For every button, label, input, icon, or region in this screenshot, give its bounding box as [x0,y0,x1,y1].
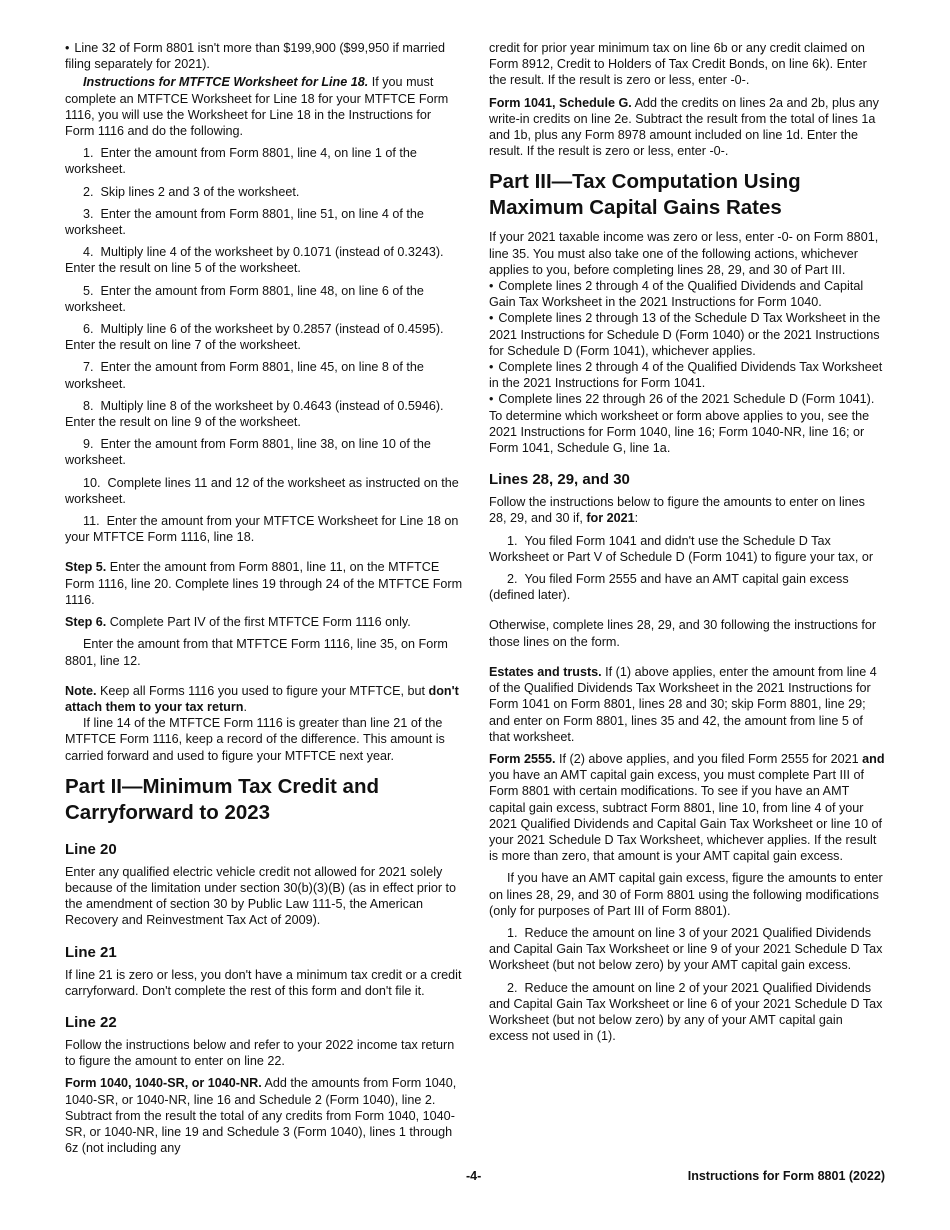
modification-2: 2. Reduce the amount on line 2 of your 2021 Qualified Dividends and Capital Gain Tax Worksheet or line 6 of your 2021 Schedule D Tax Worksheet (but not below zero) by any of your AMT capital gain excess not used in (1). [489,980,883,1044]
form-1040-text: Add the amounts from Form 1040, 1040-SR, or 1040-NR, line 16 and Schedule 2 (Form 1040), line 2. Subtract from the result the total of any credits from Form 1040, 1040-SR, or 1040-NR, line 19 and Schedule 3 (Form 1040), lines 1 through 6z (not including any [65,1076,457,1156]
for-2021-bold: for 2021 [586,511,635,526]
schedule-g-lead: Form 1041, Schedule G. [489,95,632,110]
line-20-heading: Line 20 [65,840,117,858]
line-21-heading: Line 21 [65,943,117,961]
condition-2: 2. You filed Form 2555 and have an AMT capital gain excess (defined later). [489,572,849,603]
determine-paragraph: To determine which worksheet or form above applies to you, see the 2021 Instructions for Form 1040, line 16; Form 1040-NR, line 16; or Form 1041, Schedule G, line 1a. [489,408,870,456]
otherwise-paragraph: Otherwise, complete lines 28, 29, and 30 following the instructions for those lines on the form. [489,618,877,649]
step-5-text: Enter the amount from Form 8801, line 11, on the MTFTCE Form 1116, line 20. Complete lines 19 through 24 of the MTFTCE Form 1116. [65,560,463,607]
step-5-lead: Step 5. [65,560,107,575]
worksheet-step-8: 8. Multiply line 8 of the worksheet by 0.4643 (instead of 0.5946). Enter the result on line 9 of the worksheet. [65,398,444,430]
line-21-text: If line 21 is zero or less, you don't have a minimum tax credit or a credit carryforward. Don't complete the rest of this form and don't file it. [65,967,462,998]
form-2555-paragraph: Form 2555. If (2) above applies, and you filed Form 2555 for 2021 and you have an AMT capital gain excess, you must complete Part III of Form 8801 with certain modifications. To see if you have an AMT capital gain excess, subtract Form 8801, line 10, from line 4 of your 2021 Qualified Dividends and Capital Gain Tax Worksheet or line 10 of your 2021 Schedule D Tax Worksheet, whichever applies. If the result is more than zero, that amount is your AMT capital gain excess. [489,751,885,864]
step-6-lead: Step 6. [65,615,107,630]
modification-1: 1. Reduce the amount on line 3 of your 2021 Qualified Dividends and Capital Gain Tax Worksheet or line 9 of your 2021 Schedule D Tax Worksheet (but not below zero) by your AMT capital gain excess. [489,925,883,973]
worksheet-step-4: 4. Multiply line 4 of the worksheet by 0.1071 (instead of 0.3243). Enter the result on line 5 of the worksheet. [65,245,444,276]
worksheet-step-9: 9. Enter the amount from Form 8801, line 38, on line 10 of the worksheet. [65,437,431,468]
left-column [65,40,463,1162]
line-20-text: Enter any qualified electric vehicle credit not allowed for 2021 solely because of the limitation under section 30(b)(3)(B) (as in effect prior to the amendment of section 30 by Public Law 111-5, the American Recovery and Reinvestment Tax Act of 2009). [65,864,457,928]
page-number: -4- [466,1169,482,1183]
worksheet-step-5: 5. Enter the amount from Form 8801, line 48, on line 6 of the worksheet. [65,283,424,314]
part-iii-heading: Part III—Tax Computation Using Maximum Capital Gains Rates [489,170,801,220]
note: Note. Keep all Forms 1116 you used to figure your MTFTCE, but don't attach them to your tax return. [65,683,459,714]
form-1040-paragraph [65,1075,463,1156]
part-iii-bullet-2: • Complete lines 2 through 13 of the Schedule D Tax Worksheet in the 2021 Instructions for Schedule D (Form 1040) or the 2021 Instructions for Schedule D (Form 1041), whichever applies. [489,310,885,359]
step-6 [65,614,463,630]
part-iii-bullet-1: • Complete lines 2 through 4 of the Qualified Dividends and Capital Gain Tax Worksheet in the 2021 Instructions for Form 1040. [489,278,885,310]
estates-lead: Estates and trusts. [489,664,602,679]
worksheet-step-3: 3. Enter the amount from Form 8801, line 51, on line 4 of the worksheet. [65,206,424,238]
worksheet-step-6: 6. Multiply line 6 of the worksheet by 0.2857 (instead of 0.4595). Enter the result on line 7 of the worksheet. [65,322,444,353]
mtftce-worksheet-instructions [65,74,463,139]
footer-title: Instructions for Form 8801 (2022) [687,1169,885,1183]
condition-1: 1. You filed Form 1041 and didn't use the Schedule D Tax Worksheet or Part V of Schedule D (Form 1041) to figure your tax, or [489,533,874,564]
right-column [489,40,885,1050]
step-6-paragraph-2: Enter the amount from that MTFTCE Form 1116, line 35, on Form 8801, line 12. [65,637,448,668]
continued-paragraph: credit for prior year minimum tax on line 6b or any credit claimed on Form 8912, Credit to Holders of Tax Credit Bonds, on line 6k). Enter the result. If the result is zero or less, enter -0-. [489,41,867,88]
worksheet-step-2: 2. Skip lines 2 and 3 of the worksheet. [83,184,300,199]
step-6-text: Complete Part IV of the first MTFTCE Form 1116 only. [106,615,411,630]
worksheet-step-10: 10. Complete lines 11 and 12 of the worksheet as instructed on the worksheet. [65,475,459,506]
part-iii-intro: If your 2021 taxable income was zero or less, enter -0- on Form 8801, line 35. You must also take one of the following actions, whichever applies to you, before completing lines 28, 29, and 30 of Part III. [489,230,879,277]
line-22-heading: Line 22 [65,1013,117,1031]
mtftce-lead: Instructions for MTFTCE Worksheet for Line 18. [83,75,369,90]
lines-28-29-30-heading: Lines 28, 29, and 30 [489,471,630,489]
part-iii-bullet-4: • Complete lines 22 through 26 of the 2021 Schedule D (Form 1041). [489,391,885,407]
bullet-line32: • Line 32 of Form 8801 isn't more than $199,900 ($99,950 if married filing separately for 2021). [65,40,463,72]
worksheet-step-11: 11. Enter the amount from your MTFTCE Worksheet for Line 18 on your MTFTCE Form 1116, line 18. [65,514,459,545]
note-paragraph-2: If line 14 of the MTFTCE Form 1116 is greater than line 21 of the MTFTCE Form 1116, keep a record of the difference. This amount is carried forward and used to figure your MTFTCE next year. [65,716,445,763]
step-5 [65,559,463,608]
form-2555-lead: Form 2555. [489,751,556,766]
estates-trusts-paragraph [489,664,885,745]
and-bold: and [862,751,885,766]
schedule-g-text: Add the credits on lines 2a and 2b, plus any write-in credits on line 2e. Subtract the result from the total of lines 1a and 1b, plus any Form 8978 amount included on line 1d. Enter the result. If the result is zero or less, enter -0-. [489,95,879,159]
part-iii-bullet-3: • Complete lines 2 through 4 of the Qualified Dividends Tax Worksheet in the 2021 Instructions for Form 1041. [489,359,885,391]
schedule-g-paragraph [489,95,885,160]
line-22-text: Follow the instructions below and refer to your 2022 income tax return to figure the amount to enter on line 22. [65,1037,455,1069]
estates-text: If (1) above applies, enter the amount from line 4 of the Qualified Dividends Tax Worksheet in the 2021 Instructions for Form 1041 on Form 8801, lines 28 and 30; skip Form 8801, line 29; and enter on Form 8801, lines 35 and 42, the amount from line 5 of that worksheet. [489,664,877,744]
lines-intro: Follow the instructions below to figure the amounts to enter on lines 28, 29, and 30 if, for 2021: [489,495,865,526]
amt-excess-paragraph: If you have an AMT capital gain excess, figure the amounts to enter on lines 28, 29, and 30 of Form 8801 using the following modifications (only for purposes of Part III of Form 8801). [489,871,883,918]
part-ii-heading: Part II—Minimum Tax Credit and Carryforward to 2023 [65,774,379,824]
note-lead: Note. [65,683,97,698]
worksheet-step-7: 7. Enter the amount from Form 8801, line 45, on line 8 of the worksheet. [65,360,424,391]
mtftce-text: If you must complete an MTFTCE Worksheet for Line 18 for your MTFTCE Form 1116, you will use the Worksheet for Line 18 in the Instructions for Form 1116 and do the following. [65,75,449,139]
note-bold: don't attach them to your tax return [65,683,459,714]
worksheet-step-1: 1. Enter the amount from Form 8801, line 4, on line 1 of the worksheet. [65,146,417,177]
form-1040-lead: Form 1040, 1040-SR, or 1040-NR. [65,1076,262,1091]
